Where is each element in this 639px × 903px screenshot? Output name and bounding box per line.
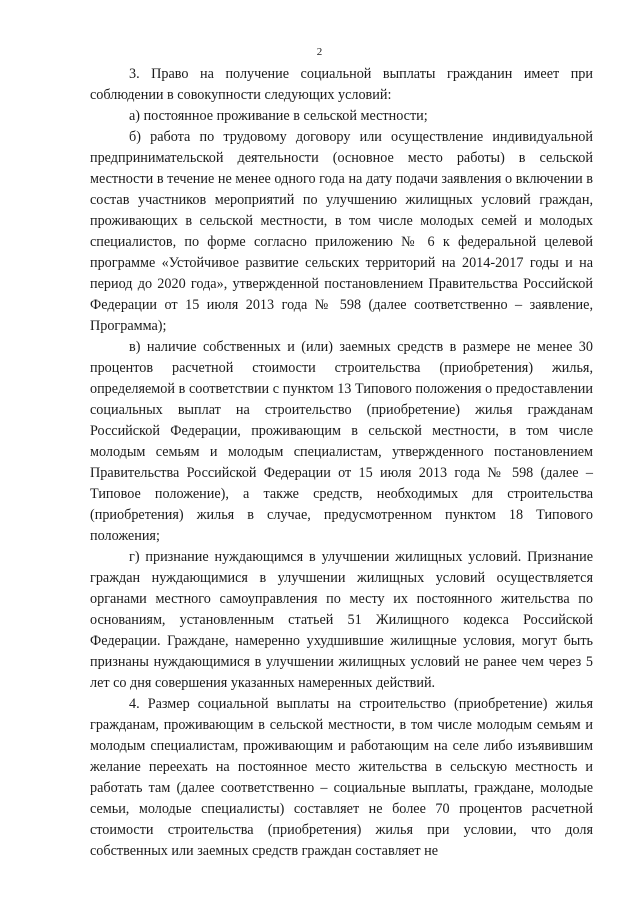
condition-b-employment: б) работа по трудовому договору или осуществление индивидуальной предпринимательской деятельности (основное место работы) в сельской местности в течение не менее одного года на дату подачи заявления о включении в состав участников мероприятий по улучшению жилищных условий граждан, проживающих в сельской местности, в том числе молодых семей и молодых специалистов, по форме согласно приложению № 6 к федеральной целевой программе «Устойчивое развитие сельских территорий на 2014-2017 годы и на период до 2020 года», утвержденной постановлением Правительства Российской Федерации от 15 июля 2013 года № 598 (далее соответственно – заявление, Программа); <box>90 129 593 334</box>
paragraph-4-payment-amount: 4. Размер социальной выплаты на строительство (приобретение) жилья гражданам, проживающим в сельской местности, в том числе молодым семьям и молодым специалистам, проживающим и работающим на селе либо изъявившим желание переехать на постоянное место жительства в сельскую местность и работать там (далее соответственно – социальные выплаты, граждане, молодые семьи, молодые специалисты) составляет не более 70 процентов расчетной стоимости строительства (приобретения) жилья при условии, что доля собственных или заемных средств граждан составляет не <box>90 696 593 859</box>
paragraph-3-eligibility-conditions: 3. Право на получение социальной выплаты гражданин имеет при соблюдении в совокупности следующих условий: <box>90 66 593 103</box>
condition-g-housing-need: г) признание нуждающимся в улучшении жилищных условий. Признание граждан нуждающимися в улучшении жилищных условий осуществляется органами местного самоуправления по месту их постоянного жительства по основаниям, установленным статьей 51 Жилищного кодекса Российской Федерации. Граждане, намеренно ухудшившие жилищные условия, могут быть признаны нуждающимися в улучшении жилищных условий не ранее чем через 5 лет со дня совершения указанных намеренных действий. <box>90 549 593 691</box>
document-body <box>90 64 593 862</box>
page-number: 2 <box>316 46 323 58</box>
condition-v-own-funds: в) наличие собственных и (или) заемных средств в размере не менее 30 процентов расчетной стоимости строительства (приобретения) жилья, определяемой в соответствии с пунктом 13 Типового положения о предоставлении социальных выплат на строительство (приобретение) жилья гражданам Российской Федерации, проживающим в сельской местности, в том числе молодым семьям и молодым специалистам, утвержденного постановлением Правительства Российской Федерации от 15 июля 2013 года № 598 (далее – Типовое положение), а также средств, необходимых для строительства (приобретения) жилья в случае, предусмотренном пунктом 18 Типового положения; <box>90 339 593 544</box>
condition-a-residence: а) постоянное проживание в сельской местности; <box>129 108 428 124</box>
